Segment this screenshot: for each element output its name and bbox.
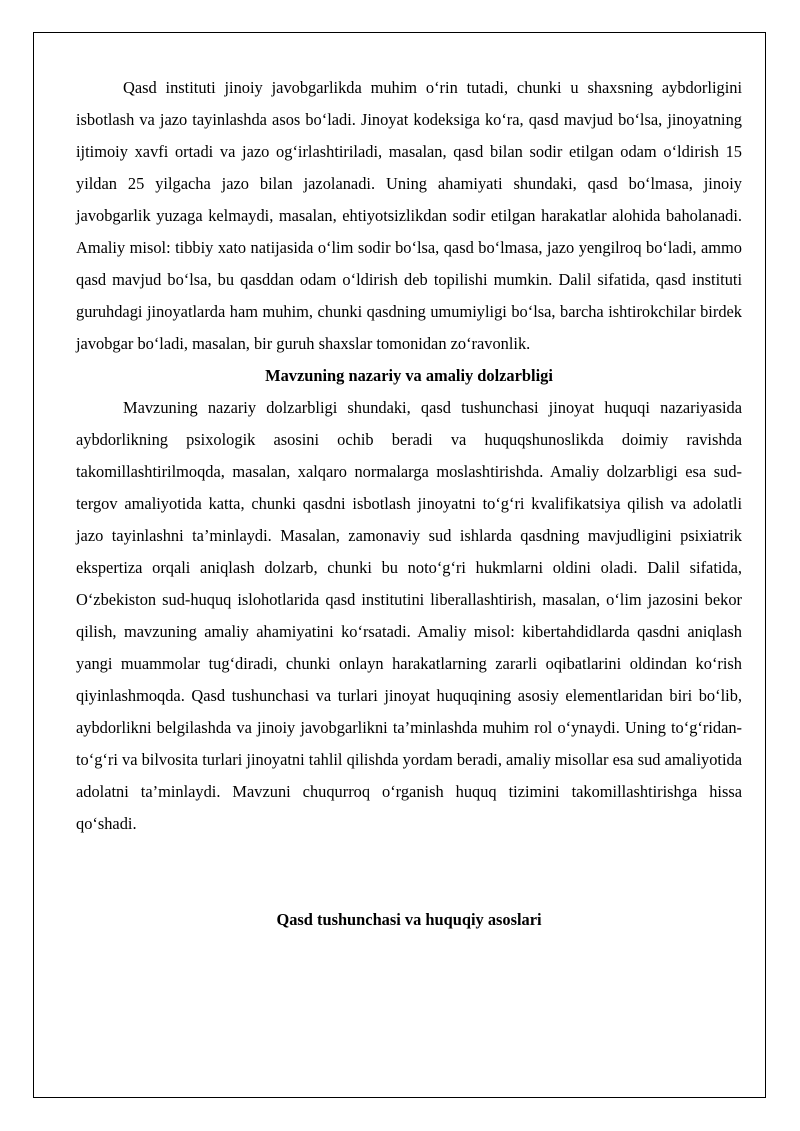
paragraph-intro: Qasd instituti jinoiy javobgarlikda muhim o‘rin tutadi, chunki u shaxsning aybdorligini isbotlash va jazo tayinlashda asos bo‘ladi. Jinoyat kodeksiga ko‘ra, qasd mavjud bo‘lsa, jinoyatning ijtimoiy xavfi ortadi va jazo og‘irlashtiriladi, masalan, qasd bilan sodir etilgan odam o‘ldirish 15 yildan 25 yilgacha jazo bilan jazolanadi. Uning ahamiyati shundaki, qasd bo‘lmasa, jinoiy javobgarlik yuzaga kelmaydi, masalan, ehtiyotsizlikdan sodir etilgan harakatlar alohida baholanadi. Amaliy misol: tibbiy xato natijasida o‘lim sodir bo‘lsa, qasd bo‘lmasa, jazo yengilroq bo‘ladi, ammo qasd mavjud bo‘lsa, bu qasddan odam o‘ldirish deb topilishi mumkin. Dalil sifatida, qasd instituti guruhdagi jinoyatlarda ham muhim, chunki qasdning umumiyligi bo‘lsa, barcha ishtirokchilar birdek javobgar bo‘ladi, masalan, bir guruh shaxslar tomonidan zo‘ravonlik.: [76, 78, 742, 353]
section-heading-relevance: Mavzuning nazariy va amaliy dolzarbligi: [265, 366, 553, 385]
document-body: [76, 72, 742, 936]
paragraph-relevance: Mavzuning nazariy dolzarbligi shundaki, qasd tushunchasi jinoyat huquqi nazariyasida aybdorlikning psixologik asosini ochib beradi va huquqshunoslikda doimiy ravishda takomillashtirilmoqda, masalan, xalqaro normalarga moslashtirishda. Amaliy dolzarbligi esa sud-tergov amaliyotida katta, chunki qasdni isbotlash jinoyatni to‘g‘ri kvalifikatsiya qilish va adolatli jazo tayinlashni ta’minlaydi. Masalan, zamonaviy sud ishlarda qasdning mavjudligini psixiatrik ekspertiza orqali aniqlash dolzarb, chunki bu noto‘g‘ri hukmlarni oldini oladi. Dalil sifatida, O‘zbekiston sud-huquq islohotlarida qasd institutini liberallashtirish, masalan, o‘lim jazosini bekor qilish, mavzuning amaliy ahamiyatini ko‘rsatadi. Amaliy misol: kibertahdidlarda qasdni aniqlash yangi muammolar tug‘diradi, chunki onlayn harakatlarning zararli oqibatlarini oldindan ko‘rish qiyinlashmoqda. Qasd tushunchasi va turlari jinoyat huquqining asosiy elementlaridan biri bo‘lib, aybdorlikni belgilashda va jinoiy javobgarlikni ta’minlashda muhim rol o‘ynaydi. Uning to‘g‘ridan-to‘g‘ri va bilvosita turlari jinoyatni tahlil qilishda yordam beradi, amaliy misollar esa sud amaliyotida adolatni ta’minlaydi. Mavzuni chuqurroq o‘rganish huquq tizimini takomillashtirishga hissa qo‘shadi.: [76, 398, 742, 833]
section-spacer: [76, 840, 742, 904]
section-heading-concept: Qasd tushunchasi va huquqiy asoslari: [276, 910, 542, 929]
